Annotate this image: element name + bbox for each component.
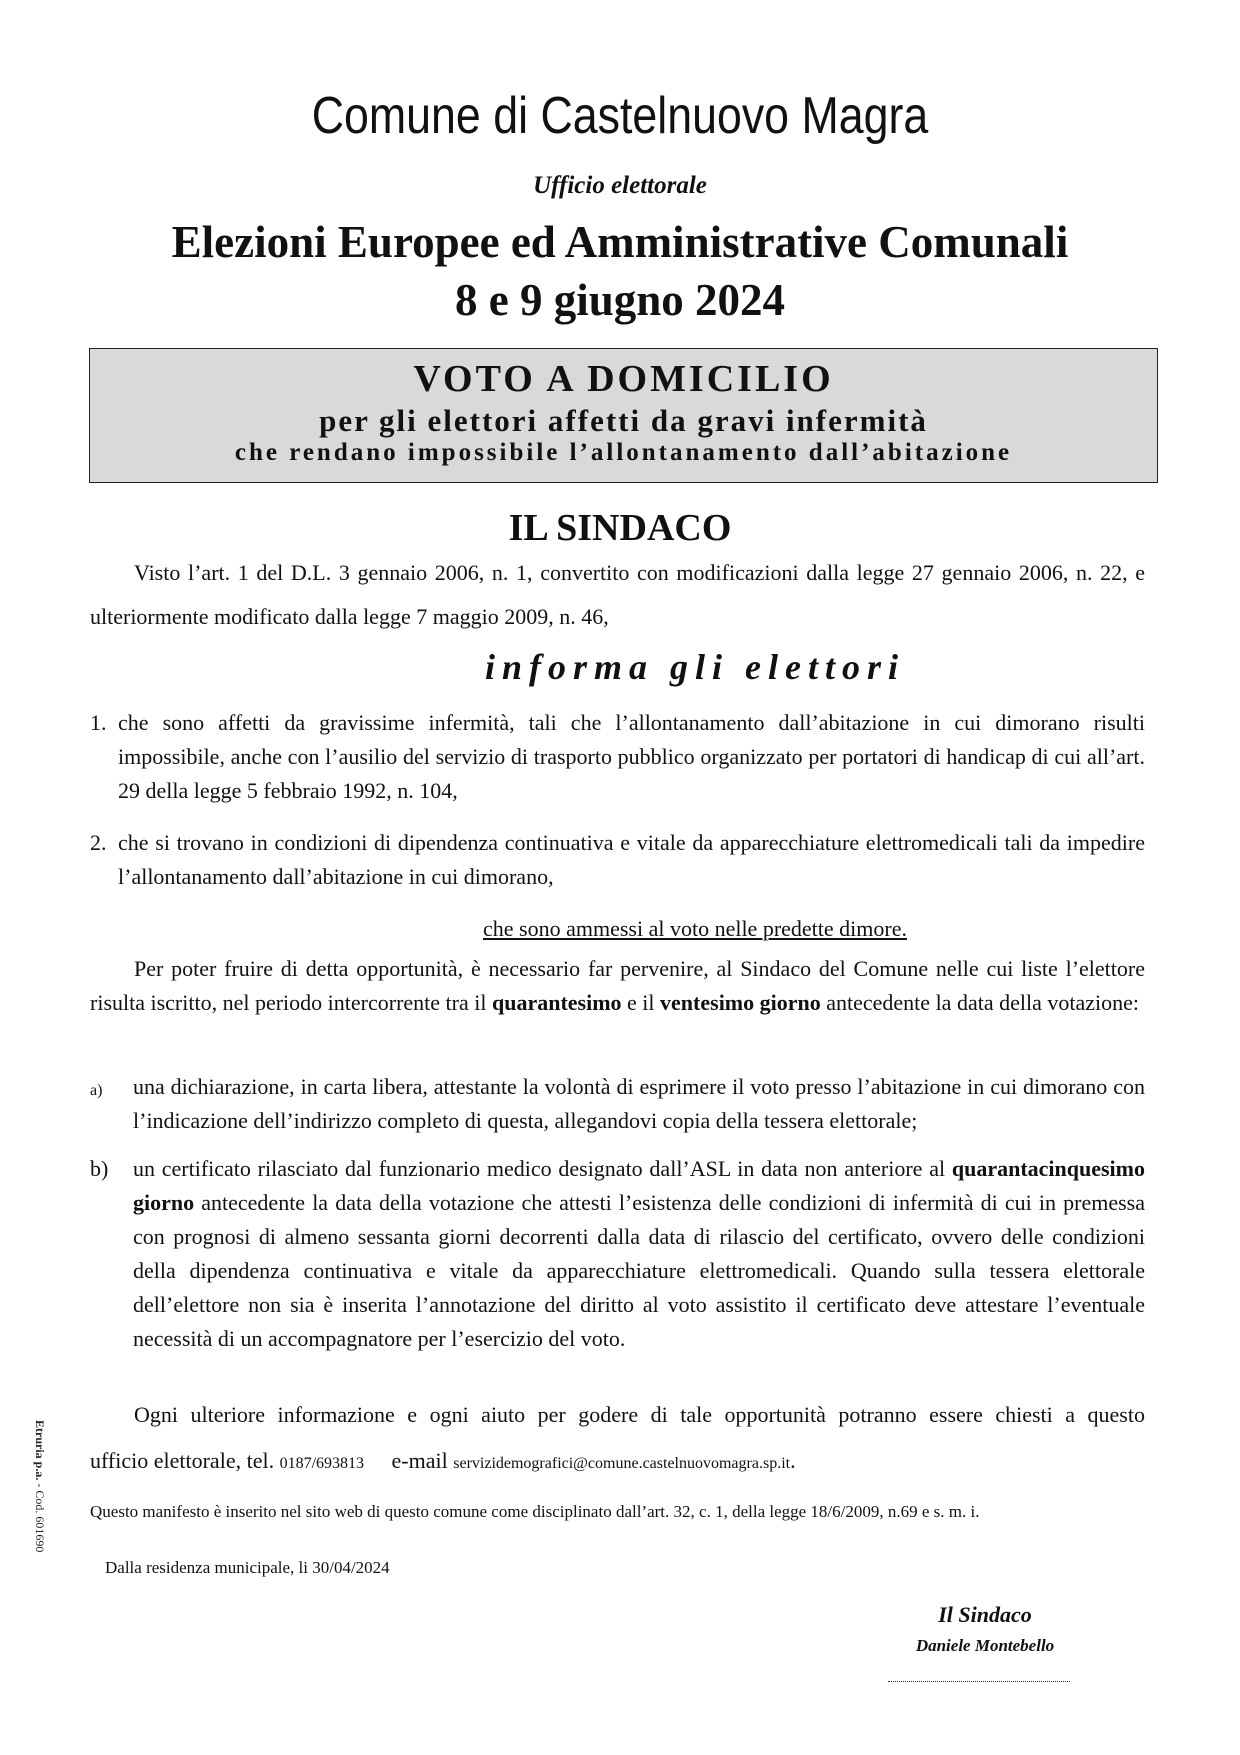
per-poter-text-3: antecedente la data della votazione: [820,990,1139,1015]
printer-name: Etruria p.a. [33,1420,47,1481]
elezioni-heading: Elezioni Europee ed Amministrative Comunali [171,217,1069,267]
requirement-text-1: un certificato rilasciato dal funzionario medico designato dall’ASL in data non anteriore al [133,1156,952,1181]
ufficio-subtitle: Ufficio elettorale [533,172,707,199]
list-item-number: 1. [90,710,107,735]
elezioni-date: 8 e 9 giugno 2024 [454,275,786,325]
list-item-text: che si trovano in condizioni di dipendenza continuativa e vitale da apparecchiature elettromedicali tali da impedire l’allontanamento dall’abitazione in cui dimorano, [118,830,1145,889]
box-subtitle-2: che rendano impossibile l’allontanamento dall’abitazione [234,439,1013,466]
signature-name: Daniele Montebello [915,1636,1055,1655]
per-poter-bold-1: quarantesimo [491,990,622,1015]
informa-heading: informa gli elettori [484,647,905,687]
requirement-label: b) [90,1156,109,1181]
list-item-text: che sono affetti da gravissime infermità, tali che l’allontanamento dall’abitazione in cui dimorano risulti impossibile, anche con l’ausilio del servizio di trasporto pubblico organizzato per portatori di handicap di cui all’art. 29 della legge 5 febbraio 1992, n. 104, [118,710,1145,803]
signature-title: Il Sindaco [938,1602,1032,1627]
requirement-label: a) [90,1082,103,1099]
box-title: VOTO A DOMICILIO [413,358,834,400]
per-poter-paragraph [90,952,1145,1020]
date-place: Dalla residenza municipale, li 30/04/2024 [105,1558,390,1577]
visto-line-2: ulteriormente modificato dalla legge 7 maggio 2009, n. 46, [90,604,609,629]
info-line-1: Ogni ulteriore informazione e ogni aiuto per godere di tale opportunità potranno essere chiesti a questo [134,1402,1145,1427]
email-label: e-mail [391,1448,448,1473]
visto-line-1: Visto l’art. 1 del D.L. 3 gennaio 2006, n. 1, convertito con modificazioni dalla legge 27 gennaio 2006, n. 22, e [134,560,1145,585]
telephone: 0187/693813 [279,1455,365,1472]
printer-code [27,1420,47,1660]
email-address: servizidemografici@comune.castelnuovomagra.sp.it [453,1455,791,1472]
il-sindaco-heading: IL SINDACO [508,507,732,549]
per-poter-text-1: Per poter fruire di detta opportunità, è necessario far pervenire, al Sindaco del Comune nelle cui liste l’elettore risulta iscritto, nel periodo intercorrente tra il [90,956,1145,1015]
signature-line [888,1681,1070,1682]
requirement-text: una dichiarazione, in carta libera, attestante la volontà di esprimere il voto presso l’abitazione in cui dimorano con l’indicazione dell’indirizzo completo di questa, allegandovi copia della tessera elettorale; [133,1074,1145,1133]
box-subtitle-1: per gli elettori affetti da gravi infermità [319,403,928,438]
ammessi-statement: che sono ammessi al voto nelle predette dimore. [483,916,907,941]
requirement-text [133,1152,1145,1356]
requirement-bold: quarantacinquesimo giorno [133,1156,1145,1215]
per-poter-bold-2: ventesimo giorno [660,990,821,1015]
comune-title: Comune di Castelnuovo Magra [311,87,929,145]
requirement-text-2: antecedente la data della votazione che attesti l’esistenza delle condizioni di infermità di cui in premessa con prognosi di almeno sessanta giorni decorrenti dalla data di rilascio del certificato, ovvero delle condizioni della dipendenza continuativa e vitale da apparecchiature elettromedicali. Quando sulla tessera elettorale dell’elettore non sia è inserita l’annotazione del diritto al voto assistito il certificato deve attestare l’eventuale necessità di un accompagnatore per l’esercizio del voto. [133,1190,1145,1351]
printer-code-number: - Cod. 601690 [33,1480,47,1553]
ufficio-label: ufficio elettorale, tel. [90,1448,275,1473]
info-end: . [790,1448,796,1473]
per-poter-text-2: e il [621,990,661,1015]
info-line-2 [90,1444,796,1481]
list-item-number: 2. [90,830,107,855]
voto-domicilio-box [89,348,1158,483]
manifesto-note: Questo manifesto è inserito nel sito web di questo comune come disciplinato dall’art. 32, c. 1, della legge 18/6/2009, n.69 e s. m. i. [90,1502,980,1521]
